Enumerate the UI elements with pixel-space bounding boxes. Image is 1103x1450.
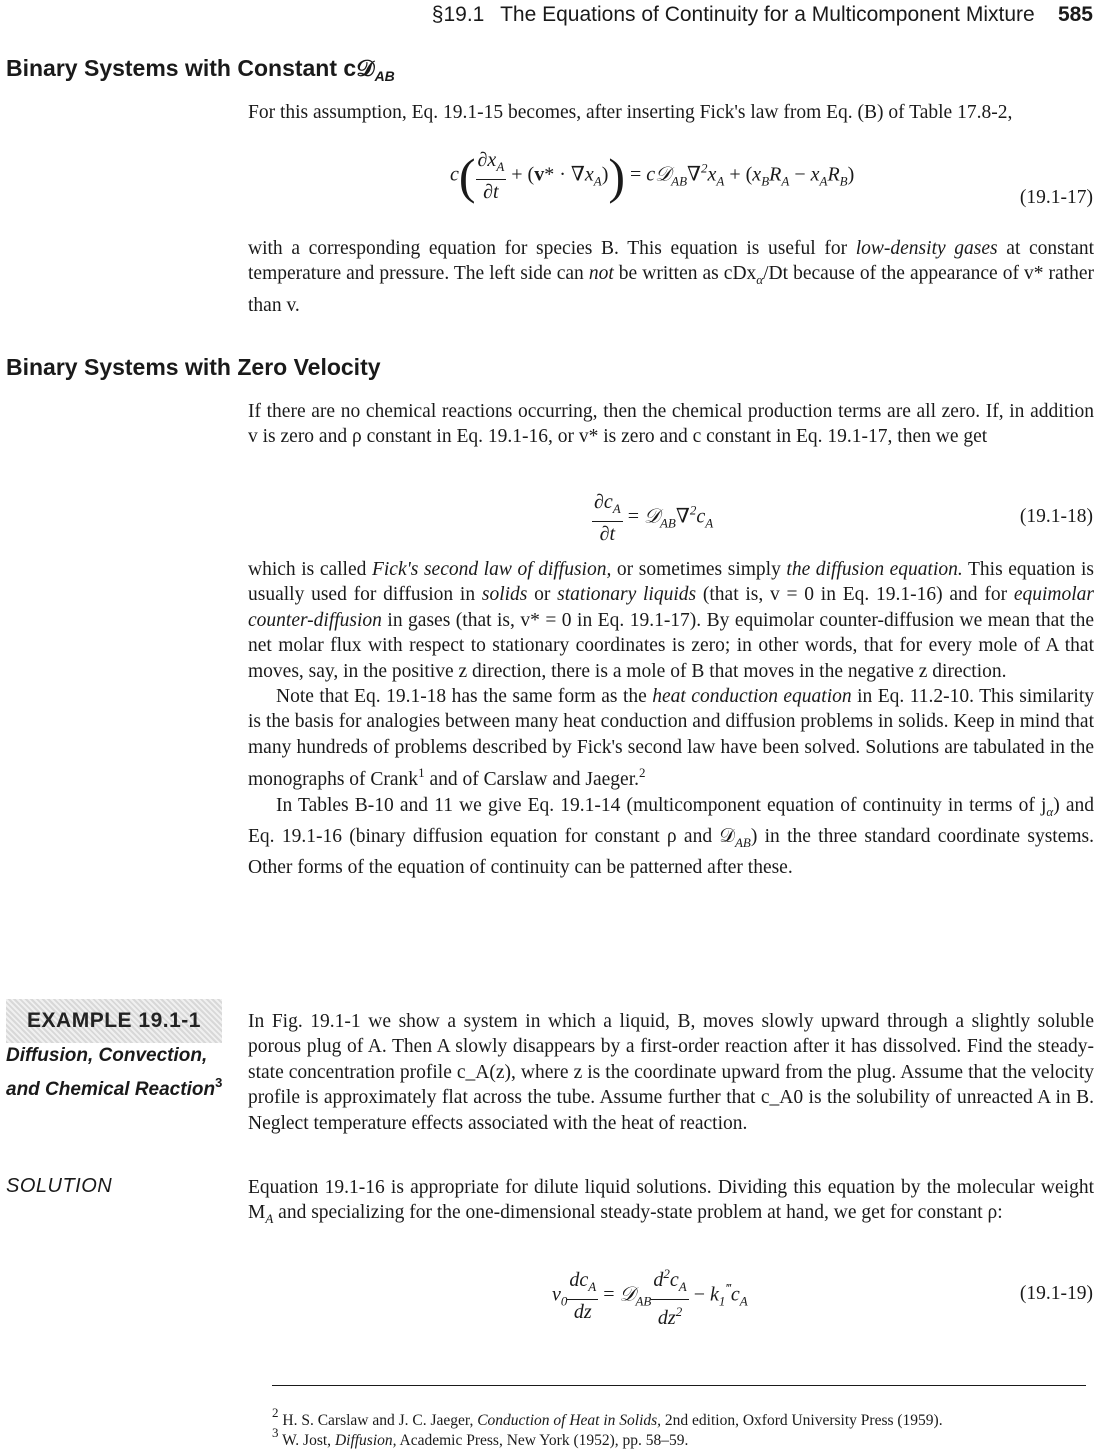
- equation-19-1-19: $v_0$ $\frac{dc_A}{dz}$ = 𝒟$_{AB}$ $\frac{d^2c_A}{dz^2}$ − $k_1^‴c_A$: [552, 1262, 748, 1330]
- example-badge: EXAMPLE 19.1-1: [6, 999, 222, 1043]
- section-heading-constant-cdab: Binary Systems with Constant c𝒟$_{AB}$: [6, 55, 395, 84]
- footnote-rule: [272, 1385, 1086, 1386]
- eq-number-19-1-17: (19.1-17): [1019, 187, 1093, 208]
- section-number: §19.1: [431, 3, 485, 26]
- sec2-para1: If there are no chemical reactions occurring, then the chemical production terms are all zero. If, in addition v is zero and ρ constant in Eq. 19.1-16, or v* is zero and c constant in Eq. 19.1-17, then we get: [248, 401, 1094, 448]
- eq-number-19-1-18: (19.1-18): [1019, 506, 1093, 527]
- equation-19-1-18: $\frac{\partial c_A}{\partial t}$ = $𝒟_{AB}\nabla^2c_A$: [594, 491, 714, 545]
- example-title: Diffusion, Convection, and Chemical Reaction$^3$: [6, 1045, 223, 1100]
- equation-19-1-17: c( $\frac{\partial x_A}{\partial t}$ + $(v* \cdot \nabla x_A)$) = $c𝒟_{AB}\nabla^2x_A + (x_BR_A - x_AR_B)$: [450, 148, 855, 204]
- solution-text: Equation 19.1-16 is appropriate for dilute liquid solutions. Dividing this equation by the molecular weight $M_A$ and specializing for the one-dimensional steady-state problem at hand, we get for constant ρ:: [248, 1177, 1094, 1227]
- page-number: 585: [1057, 3, 1093, 26]
- footnote-2: $^2$ H. S. Carslaw and J. C. Jaeger, Conduction of Heat in Solids, 2nd edition, Oxford University Press (1959).: [272, 1405, 943, 1429]
- section-heading-zero-velocity: Binary Systems with Zero Velocity: [6, 354, 381, 380]
- solution-label: SOLUTION: [6, 1175, 113, 1197]
- sec1-para2: with a corresponding equation for species B. This equation is useful for low-density gases at constant temperature and pressure. The left side can not be written as cDx$_\alpha$/Dt because of the appearance of v* rather than v.: [248, 238, 1095, 316]
- sec2-para2: which is called Fick's second law of diffusion, or sometimes simply the diffusion equation. This equation is usually used for diffusion in solids or stationary liquids (that is, v = 0 in Eq. 19.1-16) and for equimolar counter-diffusion in gases (that is, v* = 0 in Eq. 19.1-17). By equimolar counter-diffusion we mean that the net molar flux with respect to stationary coordinates is zero; in other words, that for every mole of A that moves, say, in the positive z direction, there is a mole of B that moves in the negative z direction. Note that Eq. 19.1-18 has the same form as the heat conduction equation in Eq. 11.2-10. This similarity is the basis for analogies between many heat conduction and diffusion problems in solids. Keep in mind that many hundreds of problems described by Fick's second law have been solved. Solutions are tabulated in the monographs of Crank$^1$ and of Carslaw and Jaeger.$^2$ In Tables B-10 and 11 we give Eq. 19.1-14 (multicomponent equation of continuity in terms of $j_\alpha$) and Eq. 19.1-16 (binary diffusion equation for constant ρ and 𝒟$_{AB}$) in the three standard coordinate systems. Other forms of the equation of continuity can be patterned after these.: [248, 559, 1094, 879]
- eq-number-19-1-19: (19.1-19): [1019, 1283, 1093, 1304]
- sec1-para1: For this assumption, Eq. 19.1-15 becomes, after inserting Fick's law from Eq. (B) of Table 17.8-2,: [248, 102, 1013, 123]
- example-statement: In Fig. 19.1-1 we show a system in which a liquid, B, moves slowly upward through a slightly soluble porous plug of A. Then A slowly disappears by a first-order reaction after it has dissolved. Find the steady-state concentration profile c_A(z), where z is the coordinate upward from the plug. Assume that the velocity profile is approximately flat across the tube. Assume further that c_A0 is the solubility of unreacted A in B. Neglect temperature effects associated with the heat of reaction.: [248, 1011, 1094, 1134]
- chapter-title: The Equations of Continuity for a Multicomponent Mixture: [500, 3, 1035, 26]
- footnote-3: $^3$ W. Jost, Diffusion, Academic Press, New York (1952), pp. 58–59.: [272, 1425, 689, 1449]
- running-head: [432, 2, 1093, 27]
